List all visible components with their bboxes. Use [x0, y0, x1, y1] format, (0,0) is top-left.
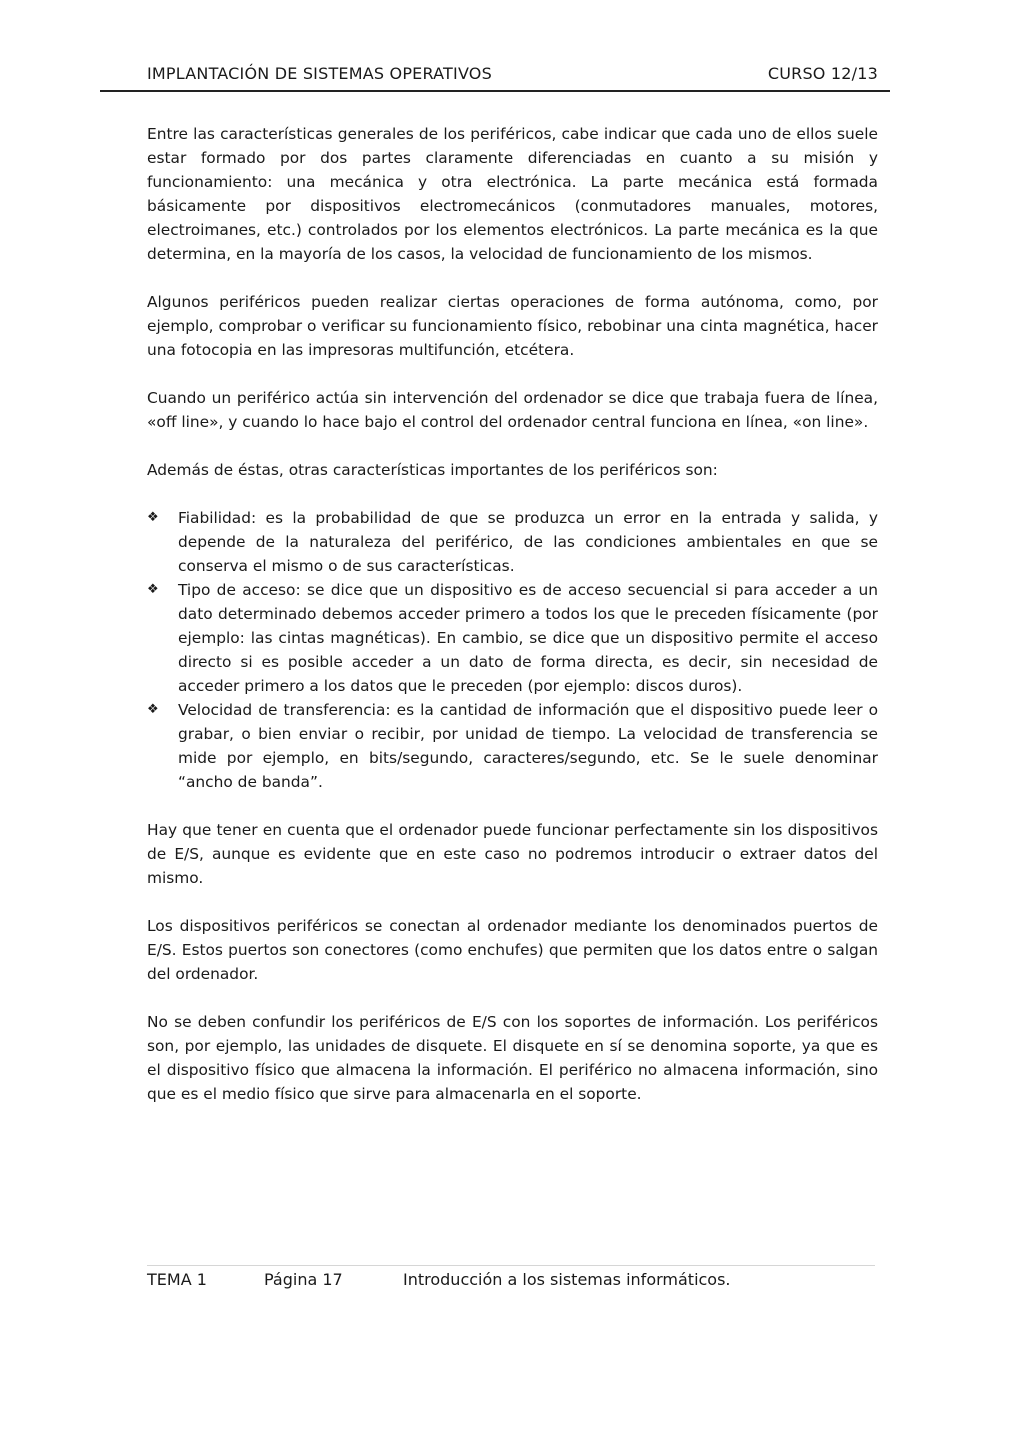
document-body — [147, 122, 878, 1130]
diamond-bullet-icon: ❖ — [147, 582, 159, 597]
footer-subject: Introducción a los sistemas informáticos. — [403, 1270, 731, 1289]
characteristics-list — [147, 506, 878, 794]
page-footer — [147, 1265, 875, 1296]
footer-topic: TEMA 1 — [147, 1270, 207, 1289]
paragraph-storage-media: No se deben confundir los periféricos de E/S con los soportes de información. Los periféricos son, por ejemplo, las unidades de disquete. El disquete en sí se denomina soporte, ya que es el dispositivo físico que almacena la información. El periférico no almacena información, sino que es el medio físico que sirve para almacenarla en el soporte. — [147, 1013, 878, 1103]
page-header — [100, 62, 890, 92]
list-item — [147, 578, 878, 698]
footer-page-number: Página 17 — [264, 1270, 343, 1289]
list-item-text: Velocidad de transferencia: es la cantidad de información que el dispositivo puede leer o grabar, o bien enviar o recibir, por unidad de tiempo. La velocidad de transferencia se mide por ejemplo, en bits/segundo, caracteres/segundo, etc. Se le suele denominar “ancho de banda”. — [178, 701, 878, 791]
list-item-text: Tipo de acceso: se dice que un dispositivo es de acceso secuencial si para acceder a un dato determinado debemos acceder primero a todos los que le preceden físicamente (por ejemplo: las cintas magnéticas). En cambio, se dice que un dispositivo permite el acceso directo si es posible acceder a un dato de forma directa, es decir, sin necesidad de acceder primero a los datos que le preceden (por ejemplo: discos duros). — [178, 581, 878, 695]
list-item-text: Fiabilidad: es la probabilidad de que se produzca un error en la entrada y salida, y depende de la naturaleza del periférico, de las condiciones ambientales en que se conserva el mismo o de sus características. — [178, 509, 878, 575]
paragraph-io-ports: Los dispositivos periféricos se conectan al ordenador mediante los denominados puertos de E/S. Estos puertos son conectores (como enchufes) que permiten que los datos entre o salgan del ordenador. — [147, 917, 878, 983]
paragraph-other-characteristics: Además de éstas, otras características importantes de los periféricos son: — [147, 461, 718, 479]
header-course: CURSO 12/13 — [767, 64, 878, 83]
paragraph-autonomous-operations: Algunos periféricos pueden realizar ciertas operaciones de forma autónoma, como, por ejemplo, comprobar o verificar su funcionamiento físico, rebobinar una cinta magnética, hacer una fotocopia en las impresoras multifunción, etcétera. — [147, 293, 878, 359]
list-item — [147, 698, 878, 794]
paragraph-without-io-devices: Hay que tener en cuenta que el ordenador puede funcionar perfectamente sin los dispositivos de E/S, aunque es evidente que en este caso no podremos introducir o extraer datos del mismo. — [147, 821, 878, 887]
header-title: IMPLANTACIÓN DE SISTEMAS OPERATIVOS — [147, 64, 492, 83]
list-item — [147, 506, 878, 578]
paragraph-off-line-on-line: Cuando un periférico actúa sin intervención del ordenador se dice que trabaja fuera de línea, «off line», y cuando lo hace bajo el control del ordenador central funciona en línea, «on line». — [147, 389, 878, 431]
diamond-bullet-icon: ❖ — [147, 702, 159, 717]
paragraph-peripheral-parts: Entre las características generales de los periféricos, cabe indicar que cada uno de ellos suele estar formado por dos partes claramente diferenciadas en cuanto a su misión y funcionamiento: una mecánica y otra electrónica. La parte mecánica está formada básicamente por dispositivos electromecánicos (conmutadores manuales, motores, electroimanes, etc.) controlados por los elementos electrónicos. La parte mecánica es la que determina, en la mayoría de los casos, la velocidad de funcionamiento de los mismos. — [147, 125, 878, 263]
diamond-bullet-icon: ❖ — [147, 510, 159, 525]
